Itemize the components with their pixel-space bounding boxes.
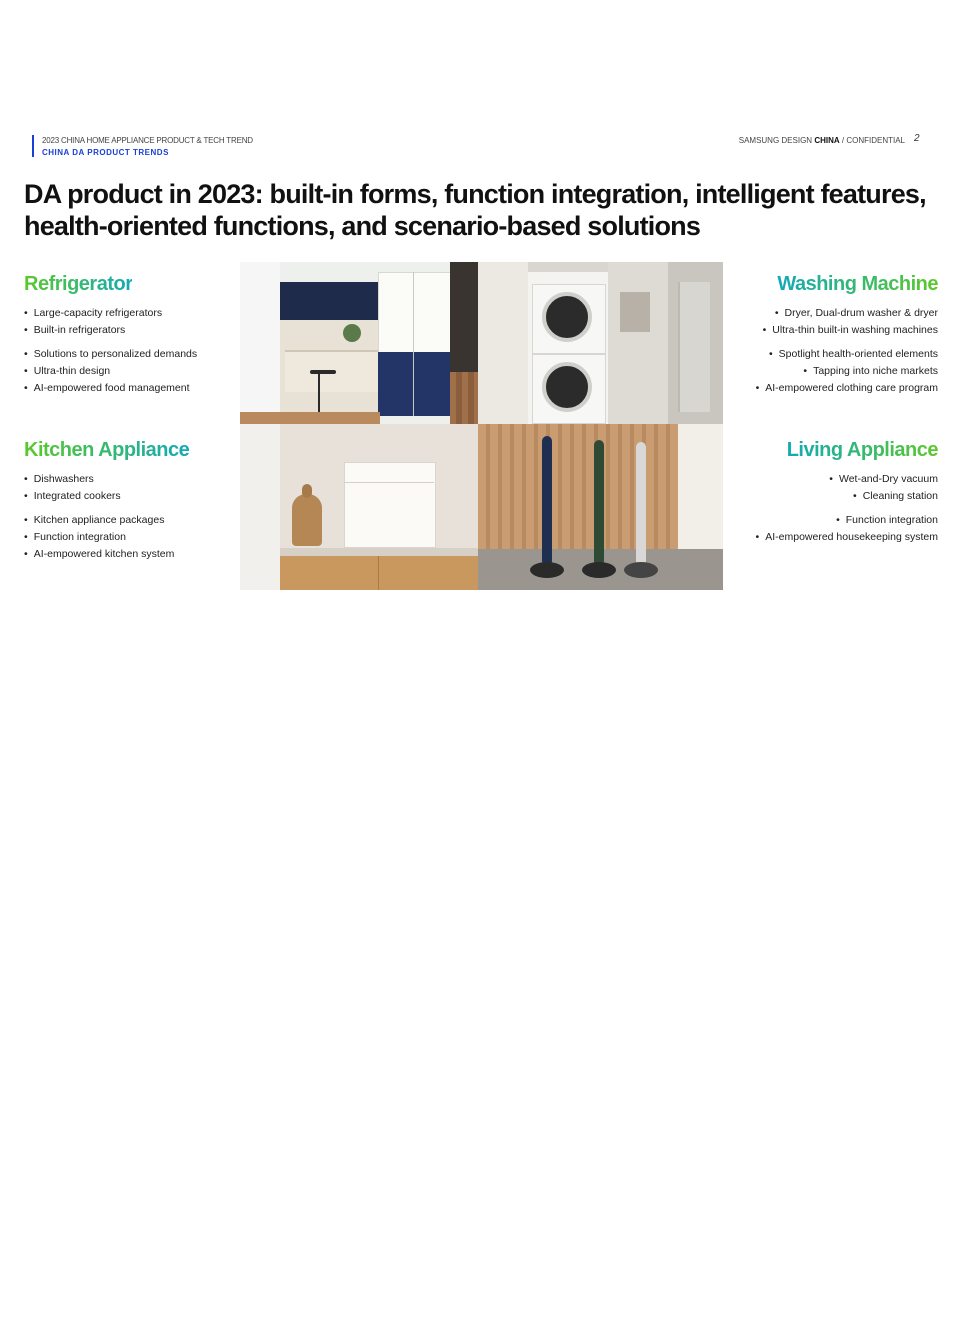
list-item: • AI-empowered clothing care program bbox=[756, 380, 938, 397]
list-item: • Ultra-thin design bbox=[24, 363, 197, 380]
page-number: 2 bbox=[914, 133, 920, 144]
list-item: • Dryer, Dual-drum washer & dryer bbox=[756, 305, 938, 322]
list-item: • Integrated cookers bbox=[24, 488, 174, 505]
list-item: • AI-empowered food management bbox=[24, 380, 197, 397]
header-confidential bbox=[739, 136, 905, 145]
list-item: • AI-empowered housekeeping system bbox=[756, 529, 938, 546]
list-item: • Dishwashers bbox=[24, 471, 174, 488]
list-item: • Ultra-thin built-in washing machines bbox=[756, 322, 938, 339]
list-item: • AI-empowered kitchen system bbox=[24, 546, 174, 563]
page-title: DA product in 2023: built-in forms, function integration, intelligent features, health-oriented functions, and scenario-based solutions bbox=[24, 179, 926, 241]
living-feature-list bbox=[756, 471, 938, 546]
list-item: • Function integration bbox=[24, 529, 174, 546]
list-item: • Function integration bbox=[756, 512, 938, 529]
header-report-title: 2023 CHINA HOME APPLIANCE PRODUCT & TECH TREND bbox=[42, 136, 253, 145]
list-item: • Kitchen appliance packages bbox=[24, 512, 174, 529]
washing-heading: Washing Machine bbox=[777, 273, 938, 295]
header-accent-bar bbox=[32, 135, 34, 157]
refrigerator-heading: Refrigerator bbox=[24, 273, 133, 295]
kitchen-heading: Kitchen Appliance bbox=[24, 439, 190, 461]
list-item: • Solutions to personalized demands bbox=[24, 346, 197, 363]
header-org: SAMSUNG DESIGN bbox=[738, 136, 815, 145]
header-org-bold: CHINA bbox=[814, 136, 840, 145]
list-item: • Large-capacity refrigerators bbox=[24, 305, 197, 322]
list-item: • Cleaning station bbox=[756, 488, 938, 505]
washing-machine-photo bbox=[478, 262, 723, 424]
refrigerator-photo bbox=[240, 262, 478, 424]
kitchen-feature-list bbox=[24, 471, 174, 563]
list-item: • Built-in refrigerators bbox=[24, 322, 197, 339]
kitchen-appliance-photo bbox=[240, 424, 478, 590]
list-item: • Tapping into niche markets bbox=[756, 363, 938, 380]
living-appliance-photo bbox=[478, 424, 723, 590]
header-confidential-label: / CONFIDENTIAL bbox=[839, 136, 905, 145]
header-section-title: CHINA DA PRODUCT TRENDS bbox=[42, 148, 169, 157]
list-item: • Wet-and-Dry vacuum bbox=[756, 471, 938, 488]
living-heading: Living Appliance bbox=[786, 439, 938, 461]
refrigerator-feature-list bbox=[24, 305, 197, 397]
list-item: • Spotlight health-oriented elements bbox=[756, 346, 938, 363]
washing-feature-list bbox=[756, 305, 938, 397]
